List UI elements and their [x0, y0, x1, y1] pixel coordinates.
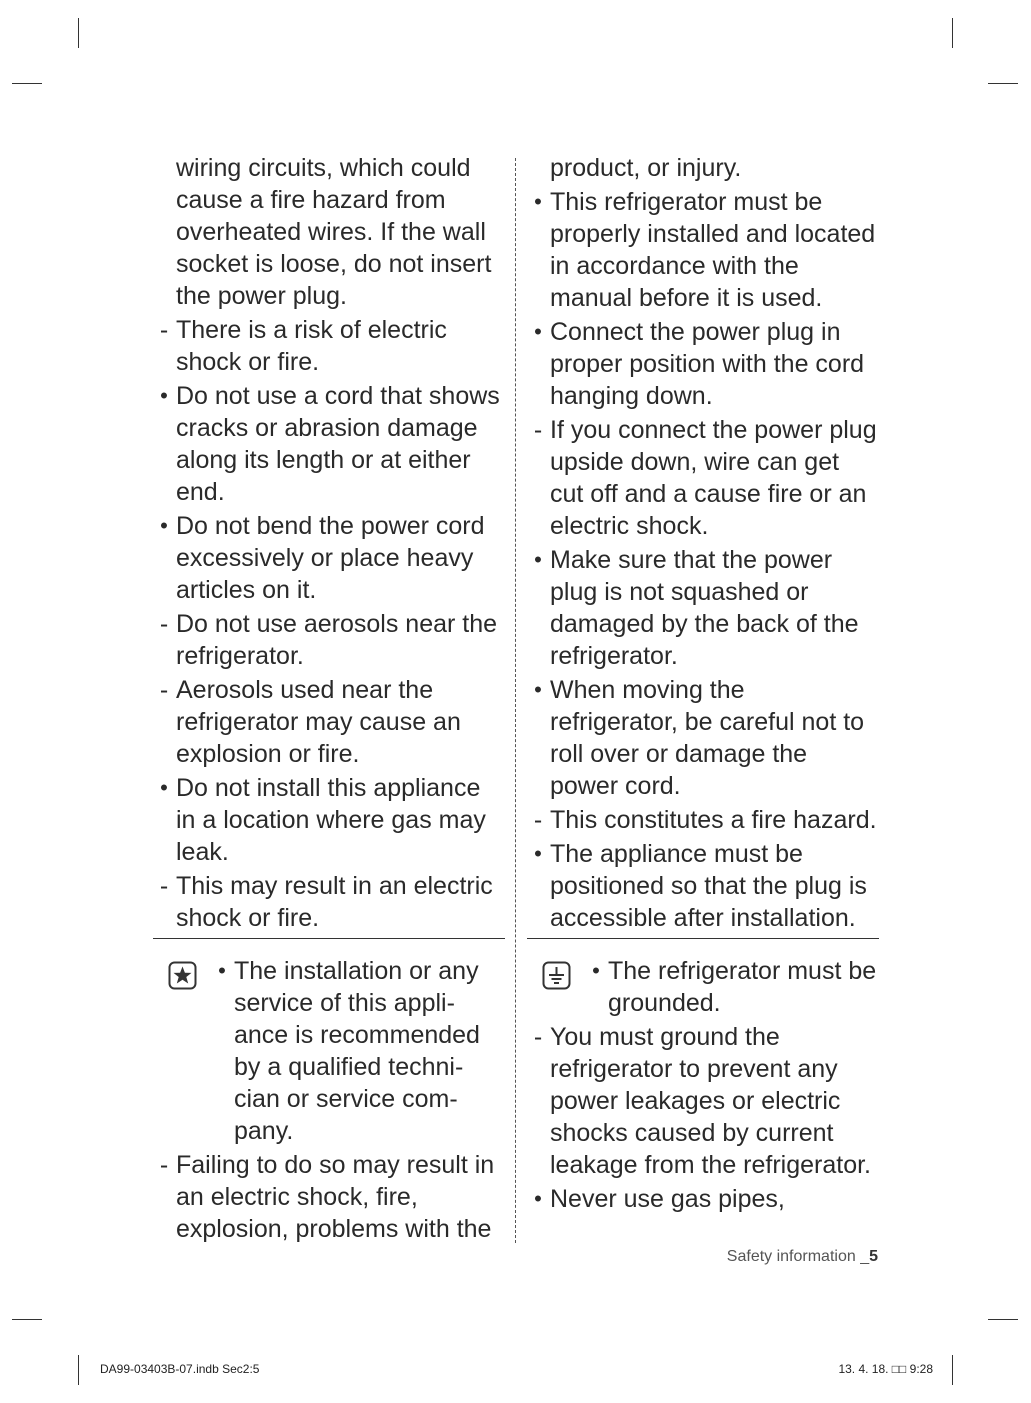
list-marker: •: [592, 958, 600, 983]
list-item-text: Aerosols used near the refrigerator may cause an explosion or fire.: [176, 676, 461, 768]
list-item: [527, 1021, 879, 1181]
section-divider: [527, 938, 879, 939]
list-item: [153, 674, 505, 770]
left-column: [153, 152, 505, 1247]
list-item-text: You must ground the refrigerator to prevent any power leakages or electric shocks caused by current leakage from the refrigerator.: [550, 1023, 871, 1179]
list-item: [153, 870, 505, 934]
list-item: [153, 380, 505, 508]
list-marker: -: [159, 676, 169, 704]
list-marker: -: [159, 1151, 169, 1179]
list-item-text: Do not bend the power cord excessively or place heavy articles on it.: [176, 512, 485, 604]
list-item-text: product, or injury.: [550, 154, 742, 182]
list-item-text: wiring circuits, which could cause a fire hazard from overheated wires. If the wall socket is loose, do not insert the power plug.: [176, 154, 492, 310]
list-item: [527, 152, 879, 184]
note-box: [527, 955, 879, 1019]
list-marker: -: [159, 610, 169, 638]
list-marker: •: [160, 383, 168, 408]
list-item: [153, 510, 505, 606]
list-item-text: The refrigerator must be grounded.: [608, 957, 877, 1017]
list-marker: -: [533, 806, 543, 834]
list-item-text: There is a risk of electric shock or fire.: [176, 316, 447, 376]
page-footer: [727, 1248, 878, 1266]
list-marker: •: [534, 677, 542, 702]
list-item-text: This refrigerator must be properly installed and located in accordance with the manual before it is used.: [550, 188, 876, 312]
list-item-text: Do not install this appliance in a location where gas may leak.: [176, 774, 486, 866]
crop-mark: [12, 83, 42, 84]
list-item: [527, 804, 879, 836]
crop-mark: [78, 18, 79, 48]
right-column: [527, 152, 879, 1217]
list-item: [527, 674, 879, 802]
list-item: [153, 1149, 505, 1245]
list-item-text: Make sure that the power plug is not squashed or damaged by the back of the refrigerator.: [550, 546, 859, 670]
footer-section-title: Safety information _: [726, 1248, 870, 1265]
list-item-text: This may result in an electric shock or fire.: [176, 872, 493, 932]
list-marker: -: [533, 416, 543, 444]
crop-mark: [988, 1319, 1018, 1320]
list-marker: •: [218, 958, 226, 983]
crop-mark: [988, 83, 1018, 84]
list-item-text: Failing to do so may result in an electric shock, fire, explosion, problems with the: [176, 1151, 495, 1243]
list-marker: •: [160, 513, 168, 538]
list-item-text: The appliance must be positioned so that the plug is accessible after installation.: [550, 840, 867, 932]
print-file-info: DA99-03403B-07.indb Sec2:5: [100, 1362, 260, 1376]
list-marker: -: [159, 872, 169, 900]
list-item: [585, 955, 879, 1019]
list-item: [527, 414, 879, 542]
crop-mark: [12, 1319, 42, 1320]
list-item-text: The installation or any service of this appli-ance is recommended by a qualified techni-cian or service com-pany.: [234, 957, 480, 1145]
print-date-info: 13. 4. 18. □□ 9:28: [838, 1362, 933, 1376]
list-marker: •: [534, 1186, 542, 1211]
list-item: [153, 608, 505, 672]
list-marker: -: [159, 316, 169, 344]
list-item-text: Do not use aerosols near the refrigerator.: [176, 610, 498, 670]
list-item: [153, 152, 505, 312]
section-divider: [153, 938, 505, 939]
list-marker: •: [534, 319, 542, 344]
list-item-text: Do not use a cord that shows cracks or abrasion damage along its length or at either end.: [176, 382, 500, 506]
list-item: [527, 1183, 879, 1215]
list-item: [527, 544, 879, 672]
list-item-text: Connect the power plug in proper position with the cord hanging down.: [550, 318, 865, 410]
note-box: [153, 955, 505, 1147]
list-item-text: Never use gas pipes,: [550, 1185, 785, 1213]
list-marker: -: [533, 1023, 543, 1051]
page-number: 5: [869, 1248, 878, 1265]
column-divider: [515, 158, 516, 1243]
list-item: [211, 955, 505, 1147]
list-item-text: This constitutes a fire hazard.: [550, 806, 877, 834]
list-marker: •: [534, 841, 542, 866]
crop-mark: [952, 18, 953, 48]
list-item: [153, 314, 505, 378]
list-item: [527, 186, 879, 314]
list-marker: •: [160, 775, 168, 800]
list-item: [527, 316, 879, 412]
list-item: [153, 772, 505, 868]
list-marker: •: [534, 547, 542, 572]
list-item-text: If you connect the power plug upside down, wire can get cut off and a cause fire or an electric shock.: [550, 416, 877, 540]
ground-icon: [542, 961, 571, 990]
crop-mark: [78, 1355, 79, 1385]
list-marker: •: [534, 189, 542, 214]
list-item: [527, 838, 879, 934]
star-icon: [168, 961, 197, 990]
crop-mark: [952, 1355, 953, 1385]
list-item-text: When moving the refrigerator, be careful not to roll over or damage the power cord.: [550, 676, 865, 800]
